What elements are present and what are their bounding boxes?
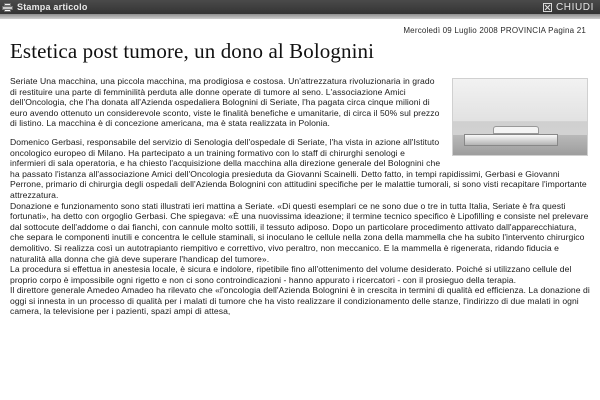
close-window-label: CHIUDI: [555, 1, 594, 13]
article-paragraph: Il direttore generale Amedeo Amadeo ha rilevato che «l'oncologia dell'Azienda Bolognini è in crescita in termini di qualità ed efficienza. La donazione di oggi si innesta in un processo di qualità per i malati di tumore che ha visto realizzare il condizionamento delle stanze, l'indirizzo di due malati in ogni camera, la televisione per i pazienti, spazi ampi di attesa,: [10, 285, 590, 317]
print-article-button[interactable]: [2, 2, 88, 12]
article-meta: Mercoledì 09 Luglio 2008 PROVINCIA Pagina 21: [403, 26, 586, 35]
article-photo: [452, 78, 588, 156]
close-window-button[interactable]: [543, 2, 594, 13]
article-paragraph: Seriate Una macchina, una piccola macchina, ma prodigiosa e costosa. Un'attrezzatura rivoluzionaria in grado di restituire una parte di femminilità perduta alle donne operate di tumore al seno. L'associazione Amici dell'Oncologia, che l'ha donata all'Azienda ospedaliera Bolognini di Seriate, l'ha pagata circa cinque milioni di euro avendo ottenuto un considerevole sconto, viste le finalità benefiche e umanitarie, di circa il 50% sul prezzo di listino. La macchina è di concezione americana, ma è stata realizzata in Polonia.: [10, 76, 440, 129]
print-article-label: Stampa articolo: [17, 2, 88, 12]
article-paragraph: Donazione e funzionamento sono stati illustrati ieri mattina a Seriate. «Di questi esemplari ce ne sono due o tre in tutta Italia, Seriate è fra questi fortunati», ha detto con orgoglio Gerbasi. Che spiegava: «È una nuovissima ideazione; il termine tecnico specifico è Lipofilling e consiste nel prelevare dal sottocute dell'addome o dai fianchi, con cannule molto sottili, il tessuto adiposo. Dopo un particolare procedimento attivato dall'apparecchiatura, che separa le componenti inutili e concentra le cellule staminali, si inoculano le cellule nella zona della mammella che ha subito l'intervento chirurgico demolitivo. Si realizza così un autotrapianto riempitivo e correttivo, vivo peraltro, non meccanico. E la mammella è rigenerata, ridando fiducia e naturalità alla donna che già deve superare l'handicap del tumore».: [10, 200, 589, 264]
article-container: [0, 14, 600, 317]
article-paragraph: La procedura si effettua in anestesia locale, è sicura e indolore, ripetibile fino all'ottenimento del volume desiderato. Poiché si utilizzano cellule del proprio corpo è impossibile ogni rigetto e non ci sono controindicazioni - hanno appurato i ricercatori - con il prosieguo della terapia.: [10, 264, 572, 285]
close-icon: [543, 3, 552, 12]
article-paragraph: Domenico Gerbasi, responsabile del servizio di Senologia dell'ospedale di Seriate, l'ha vista in azione all'Istituto oncologico europeo di Milano. Ha partecipato a un training formativo con lo staff di chirurghi senologi e infermieri di sala operatoria, e ha chiesto l'acquisizione della macchina alla direzione generale del Bolognini che ha passato l'istanza all'associazione Amici dell'Oncologia presieduta da Giovanni Scainelli. Detto fatto, in tempi rapidissimi, Gerbasi e Giovanni Perrone, primario di chirurgia degli ospedali dell'Azienda Bolognini con attitudini specifiche per le malattie tumorali, si sono visti recapitare l'importante attrezzatura.: [10, 136, 587, 200]
printer-icon: [2, 3, 13, 12]
window-toolbar: [0, 0, 600, 14]
page-title: Estetica post tumore, un dono al Bolognini: [10, 39, 375, 63]
